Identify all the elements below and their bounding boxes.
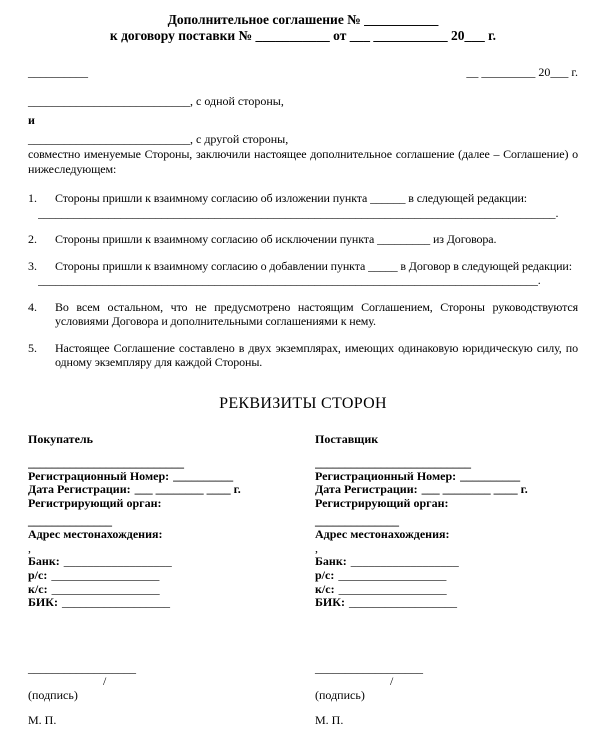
buyer-signature-caption: (подпись) [28,688,78,703]
supplier-reg-number-row [315,470,578,484]
buyer-rs-row [28,569,315,583]
clause-1 [28,191,578,220]
clause-3-text: Стороны пришли к взаимному согласию о добавлении пункта _____ в Договор в следующей редакции: [55,258,572,273]
requisites-heading: РЕКВИЗИТЫ СТОРОН [219,394,387,412]
supplier-rs-blank-field[interactable]: __________________ [338,569,447,583]
bik-label: БИК: [28,596,58,610]
supplier-signature-caption: (подпись) [315,688,365,703]
clause-3-body [38,258,578,288]
buyer-reg-organ-row [28,497,315,511]
supplier-address-comma: , [315,541,318,556]
party1-line[interactable]: ___________________________, с одной стороны, [28,94,284,108]
place-date-row [28,65,578,80]
buyer-bank-row [28,555,315,569]
address-label: Адрес местонахождения: [315,527,450,541]
buyer-ks-row [28,583,315,597]
supplier-bik-blank-field[interactable]: __________________ [348,596,457,610]
buyer-column [28,432,315,728]
supplier-reg-number-blank-field[interactable]: __________ [460,469,521,483]
clause-1-text: Стороны пришли к взаимному согласию об изложении пункта ______ в следующей редакции: [55,191,528,205]
clause-2 [28,232,578,247]
clauses-list [28,191,578,370]
buyer-signature-line-field[interactable]: __________________ [28,661,136,676]
supplier-bik-row [315,596,578,610]
clause-5 [28,341,578,370]
buyer-reg-number-blank-field[interactable]: __________ [173,469,234,483]
reg-date-label: Дата Регистрации: [28,483,131,497]
supplier-bank-row [315,555,578,569]
party2-line[interactable]: ___________________________, с другой стороны, [28,132,289,146]
supplier-ks-row [315,583,578,597]
clause-3-blank-field[interactable]: _____________________________________________________________________________________. [38,273,541,287]
bik-label: БИК: [315,596,345,610]
buyer-bik-blank-field[interactable]: __________________ [61,596,170,610]
supplier-rs-row [315,569,578,583]
rs-label: р/с: [315,569,335,583]
clause-2-text: Стороны пришли к взаимному согласию об исключении пункта _________ из Договора. [55,232,497,246]
clause-1-body [38,191,578,220]
buyer-name-blank-field[interactable]: __________________________ [28,455,184,470]
supplier-signature-slash: / [390,674,394,689]
buyer-reg-date-blank-field[interactable]: ___ ________ ____ г. [134,483,241,497]
reg-date-label: Дата Регистрации: [315,483,418,497]
ks-label: к/с: [28,582,48,596]
clause-5-body [55,341,578,370]
document-title-line2: к договору поставки № ___________ от ___ ___________ 20___ г. [109,28,497,43]
clause-5-text: Настоящее Соглашение составлено в двух экземплярах, имеющих одинаковую юридическую силу, по одному экземпляру для каждой Стороны. [55,340,578,369]
buyer-signature-slash: / [103,674,107,689]
clause-3-number: 3. [28,258,37,273]
date-blank-field[interactable]: __ _________ 20___ г. [466,65,578,79]
supplier-role-label: Поставщик [315,431,379,446]
clause-2-number: 2. [28,232,37,246]
address-label: Адрес местонахождения: [28,527,163,541]
bank-label: Банк: [315,555,347,569]
clause-1-number: 1. [28,191,37,205]
supplier-stamp-label: М. П. [315,713,344,728]
joint-clause-text: совместно именуемые Стороны, заключили настоящее дополнительное соглашение (далее – Соглашение) о нижеследующем: [28,147,578,176]
buyer-ks-blank-field[interactable]: __________________ [51,582,160,596]
buyer-rs-blank-field[interactable]: __________________ [51,569,160,583]
supplier-reg-date-row [315,483,578,497]
buyer-reg-number-row [28,470,315,484]
supplier-ks-blank-field[interactable]: __________________ [338,582,447,596]
document-title-line1: Дополнительное соглашение № ___________ [167,12,439,27]
supplier-bank-blank-field[interactable]: __________________ [350,555,459,569]
buyer-address-comma: , [28,541,31,556]
bank-label: Банк: [28,555,60,569]
ks-label: к/с: [315,582,335,596]
supplier-column [315,432,578,728]
buyer-stamp-label: М. П. [28,713,57,728]
reg-organ-label: Регистрирующий орган: [315,496,449,510]
and-word: и [28,113,35,127]
buyer-role-label: Покупатель [28,431,93,446]
reg-organ-label: Регистрирующий орган: [28,496,162,510]
clause-3 [28,259,578,288]
reg-number-label: Регистрационный Номер: [28,469,170,483]
buyer-address-row [28,528,315,542]
clause-4-body [55,300,578,329]
rs-label: р/с: [28,569,48,583]
clause-2-body [55,232,578,247]
clause-4 [28,300,578,329]
clause-4-number: 4. [28,299,37,314]
reg-number-label: Регистрационный Номер: [315,469,457,483]
supplier-address-row [315,528,578,542]
place-blank-field[interactable]: __________ [28,65,88,79]
buyer-bank-blank-field[interactable]: __________________ [63,555,172,569]
clause-4-text: Во всем остальном, что не предусмотрено настоящим Соглашением, Стороны руководствуются условиями Договора и дополнительными соглашениями к нему. [55,299,578,328]
supplier-signature-line-field[interactable]: __________________ [315,661,423,676]
clause-1-blank-field[interactable]: ________________________________________________________________________________________. [38,205,559,220]
buyer-reg-date-row [28,483,315,497]
clause-5-number: 5. [28,340,37,355]
supplier-name-blank-field[interactable]: __________________________ [315,455,471,470]
requisites-columns [28,432,578,728]
supplier-reg-organ-row [315,497,578,511]
supplier-organ-blank-field[interactable]: ______________ [315,513,399,528]
buyer-organ-blank-field[interactable]: ______________ [28,513,112,528]
supplier-reg-date-blank-field[interactable]: ___ ________ ____ г. [421,483,528,497]
buyer-bik-row [28,596,315,610]
